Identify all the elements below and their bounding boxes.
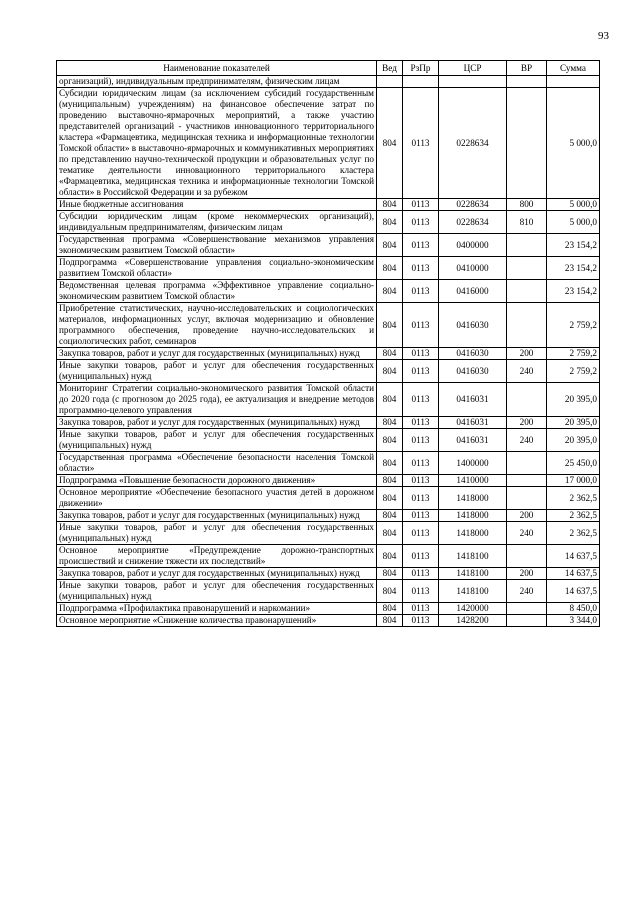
table-row (57, 303, 600, 348)
row-csr: 0416030 (439, 303, 507, 348)
row-sum: 20 395,0 (547, 383, 600, 417)
table-row (57, 475, 600, 487)
row-sum: 3 344,0 (547, 615, 600, 627)
table-row (57, 280, 600, 303)
row-ved (377, 76, 403, 88)
row-sum (547, 76, 600, 88)
header-sum: Сумма (547, 61, 600, 76)
table-row (57, 487, 600, 510)
row-csr: 1410000 (439, 475, 507, 487)
row-csr: 1418000 (439, 487, 507, 510)
table-row (57, 522, 600, 545)
table-row (57, 452, 600, 475)
row-csr: 1420000 (439, 603, 507, 615)
table-row (57, 257, 600, 280)
row-ved: 804 (377, 211, 403, 234)
row-rzpr: 0113 (403, 429, 439, 452)
table-row (57, 199, 600, 211)
table-row (57, 429, 600, 452)
row-name: Государственная программа «Обеспечение безопасности населения Томской области» (57, 452, 377, 475)
row-csr: 0416000 (439, 280, 507, 303)
row-ved: 804 (377, 280, 403, 303)
row-rzpr (403, 76, 439, 88)
row-sum: 25 450,0 (547, 452, 600, 475)
row-sum: 2 362,5 (547, 510, 600, 522)
row-sum: 2 759,2 (547, 360, 600, 383)
row-rzpr: 0113 (403, 211, 439, 234)
row-name: Подпрограмма «Совершенствование управления социально-экономическим развитием Томской области» (57, 257, 377, 280)
row-csr: 0400000 (439, 234, 507, 257)
row-name: Подпрограмма «Повышение безопасности дорожного движения» (57, 475, 377, 487)
row-vr (507, 303, 547, 348)
row-ved: 804 (377, 360, 403, 383)
row-name: Субсидии юридическим лицам (за исключением субсидий государственным (муниципальным) учреждениям) на финансовое обеспечение затрат по проведению выставочно-ярмарочных мероприятий, а также участию представителей организаций - участников инновационного территориального кластера «Фармацевтика, медицинская техника и информационные технологии Томской области» в выставочно-ярмарочных и коммуникативных мероприятиях по представлению научно-технической продукции и образовательных услуг по тематике деятельности инновационного территориального кластера «Фармацевтика, медицинская техника и информационные технологии Томской области» в Российской Федерации и за рубежом (57, 88, 377, 199)
row-vr (507, 487, 547, 510)
row-csr: 0228634 (439, 199, 507, 211)
row-csr: 1418100 (439, 580, 507, 603)
row-rzpr: 0113 (403, 199, 439, 211)
row-rzpr: 0113 (403, 603, 439, 615)
row-csr: 1400000 (439, 452, 507, 475)
row-csr: 0228634 (439, 211, 507, 234)
row-ved: 804 (377, 429, 403, 452)
row-vr (507, 280, 547, 303)
budget-table (56, 60, 600, 627)
row-sum: 2 759,2 (547, 348, 600, 360)
page-number: 93 (598, 30, 609, 42)
row-sum: 17 000,0 (547, 475, 600, 487)
row-rzpr: 0113 (403, 545, 439, 568)
row-ved: 804 (377, 234, 403, 257)
table-row (57, 615, 600, 627)
row-vr (507, 88, 547, 199)
row-name: Иные бюджетные ассигнования (57, 199, 377, 211)
row-vr: 240 (507, 580, 547, 603)
row-sum: 5 000,0 (547, 88, 600, 199)
header-vr: ВР (507, 61, 547, 76)
row-vr: 200 (507, 568, 547, 580)
row-rzpr: 0113 (403, 234, 439, 257)
row-vr: 200 (507, 510, 547, 522)
row-csr: 0416030 (439, 348, 507, 360)
row-name: Иные закупки товаров, работ и услуг для обеспечения государственных (муниципальных) нужд (57, 580, 377, 603)
table-header-row (57, 61, 600, 76)
row-ved: 804 (377, 417, 403, 429)
row-csr: 0416030 (439, 360, 507, 383)
row-csr (439, 76, 507, 88)
row-rzpr: 0113 (403, 360, 439, 383)
row-name: Закупка товаров, работ и услуг для государственных (муниципальных) нужд (57, 417, 377, 429)
table-row (57, 417, 600, 429)
table-row (57, 603, 600, 615)
row-vr: 200 (507, 348, 547, 360)
row-sum: 5 000,0 (547, 199, 600, 211)
row-name: Субсидии юридическим лицам (кроме некоммерческих организаций), индивидуальным предпринимателям, физическим лицам (57, 211, 377, 234)
row-name: Закупка товаров, работ и услуг для государственных (муниципальных) нужд (57, 348, 377, 360)
row-ved: 804 (377, 615, 403, 627)
row-name: Подпрограмма «Профилактика правонарушений и наркомании» (57, 603, 377, 615)
row-vr (507, 452, 547, 475)
row-rzpr: 0113 (403, 417, 439, 429)
row-rzpr: 0113 (403, 383, 439, 417)
row-rzpr: 0113 (403, 475, 439, 487)
row-ved: 804 (377, 510, 403, 522)
row-csr: 0416031 (439, 429, 507, 452)
row-ved: 804 (377, 522, 403, 545)
row-name: Иные закупки товаров, работ и услуг для обеспечения государственных (муниципальных) нужд (57, 429, 377, 452)
row-name: Закупка товаров, работ и услуг для государственных (муниципальных) нужд (57, 510, 377, 522)
row-sum: 20 395,0 (547, 429, 600, 452)
table-row (57, 545, 600, 568)
row-ved: 804 (377, 568, 403, 580)
row-sum: 2 362,5 (547, 522, 600, 545)
row-vr: 240 (507, 360, 547, 383)
row-ved: 804 (377, 475, 403, 487)
row-csr: 1418100 (439, 568, 507, 580)
row-sum: 2 362,5 (547, 487, 600, 510)
row-sum: 14 637,5 (547, 580, 600, 603)
row-name: Основное мероприятие «Обеспечение безопасного участия детей в дорожном движении» (57, 487, 377, 510)
header-ved: Вед (377, 61, 403, 76)
row-sum: 23 154,2 (547, 280, 600, 303)
table-row (57, 76, 600, 88)
row-vr (507, 475, 547, 487)
row-rzpr: 0113 (403, 348, 439, 360)
row-ved: 804 (377, 199, 403, 211)
row-sum: 20 395,0 (547, 417, 600, 429)
row-vr: 800 (507, 199, 547, 211)
row-ved: 804 (377, 580, 403, 603)
row-rzpr: 0113 (403, 510, 439, 522)
row-csr: 0416031 (439, 383, 507, 417)
row-sum: 23 154,2 (547, 234, 600, 257)
row-vr (507, 257, 547, 280)
row-rzpr: 0113 (403, 452, 439, 475)
table-row (57, 88, 600, 199)
row-vr (507, 603, 547, 615)
table-row (57, 348, 600, 360)
row-csr: 0416031 (439, 417, 507, 429)
header-name: Наименование показателей (57, 61, 377, 76)
table-row (57, 510, 600, 522)
row-rzpr: 0113 (403, 280, 439, 303)
row-vr: 240 (507, 522, 547, 545)
row-ved: 804 (377, 545, 403, 568)
row-csr: 0228634 (439, 88, 507, 199)
row-sum: 2 759,2 (547, 303, 600, 348)
row-rzpr: 0113 (403, 568, 439, 580)
row-vr: 200 (507, 417, 547, 429)
table-row (57, 234, 600, 257)
row-vr (507, 234, 547, 257)
row-vr (507, 76, 547, 88)
table-row (57, 211, 600, 234)
row-sum: 23 154,2 (547, 257, 600, 280)
row-vr (507, 545, 547, 568)
row-sum: 14 637,5 (547, 545, 600, 568)
row-rzpr: 0113 (403, 303, 439, 348)
header-rzpr: РзПр (403, 61, 439, 76)
row-ved: 804 (377, 603, 403, 615)
row-ved: 804 (377, 452, 403, 475)
row-sum: 5 000,0 (547, 211, 600, 234)
row-csr: 1428200 (439, 615, 507, 627)
row-rzpr: 0113 (403, 88, 439, 199)
row-vr: 810 (507, 211, 547, 234)
row-ved: 804 (377, 348, 403, 360)
row-csr: 0410000 (439, 257, 507, 280)
row-name: Иные закупки товаров, работ и услуг для обеспечения государственных (муниципальных) нужд (57, 522, 377, 545)
row-sum: 8 450,0 (547, 603, 600, 615)
row-rzpr: 0113 (403, 522, 439, 545)
row-sum: 14 637,5 (547, 568, 600, 580)
table-row (57, 568, 600, 580)
row-ved: 804 (377, 303, 403, 348)
row-ved: 804 (377, 383, 403, 417)
row-name: Иные закупки товаров, работ и услуг для обеспечения государственных (муниципальных) нужд (57, 360, 377, 383)
row-name: Приобретение статистических, научно-исследовательских и социологических материалов, информационных услуг, включая модернизацию и обновление программного обеспечения, проведение научно-исследовательских и социологических работ, семинаров (57, 303, 377, 348)
row-rzpr: 0113 (403, 615, 439, 627)
row-csr: 1418000 (439, 522, 507, 545)
row-ved: 804 (377, 487, 403, 510)
row-vr: 240 (507, 429, 547, 452)
table-row (57, 383, 600, 417)
table-row (57, 360, 600, 383)
header-csr: ЦСР (439, 61, 507, 76)
row-name: Ведомственная целевая программа «Эффективное управление социально-экономическим развитием Томской области» (57, 280, 377, 303)
row-vr (507, 383, 547, 417)
row-vr (507, 615, 547, 627)
row-rzpr: 0113 (403, 257, 439, 280)
row-name: Основное мероприятие «Снижение количества правонарушений» (57, 615, 377, 627)
row-name: Мониторинг Стратегии социально-экономического развития Томской области до 2020 года (с прогнозом до 2025 года), ее актуализация и внедрение методов программно-целевого управления (57, 383, 377, 417)
table-row (57, 580, 600, 603)
row-name: Государственная программа «Совершенствование механизмов управления экономическим развитием Томской области» (57, 234, 377, 257)
row-csr: 1418000 (439, 510, 507, 522)
row-csr: 1418100 (439, 545, 507, 568)
row-ved: 804 (377, 257, 403, 280)
row-name: Закупка товаров, работ и услуг для государственных (муниципальных) нужд (57, 568, 377, 580)
row-name: Основное мероприятие «Предупреждение дорожно-транспортных происшествий и снижение тяжести их последствий» (57, 545, 377, 568)
row-name: организаций), индивидуальным предпринимателям, физическим лицам (57, 76, 377, 88)
row-rzpr: 0113 (403, 487, 439, 510)
row-ved: 804 (377, 88, 403, 199)
row-rzpr: 0113 (403, 580, 439, 603)
